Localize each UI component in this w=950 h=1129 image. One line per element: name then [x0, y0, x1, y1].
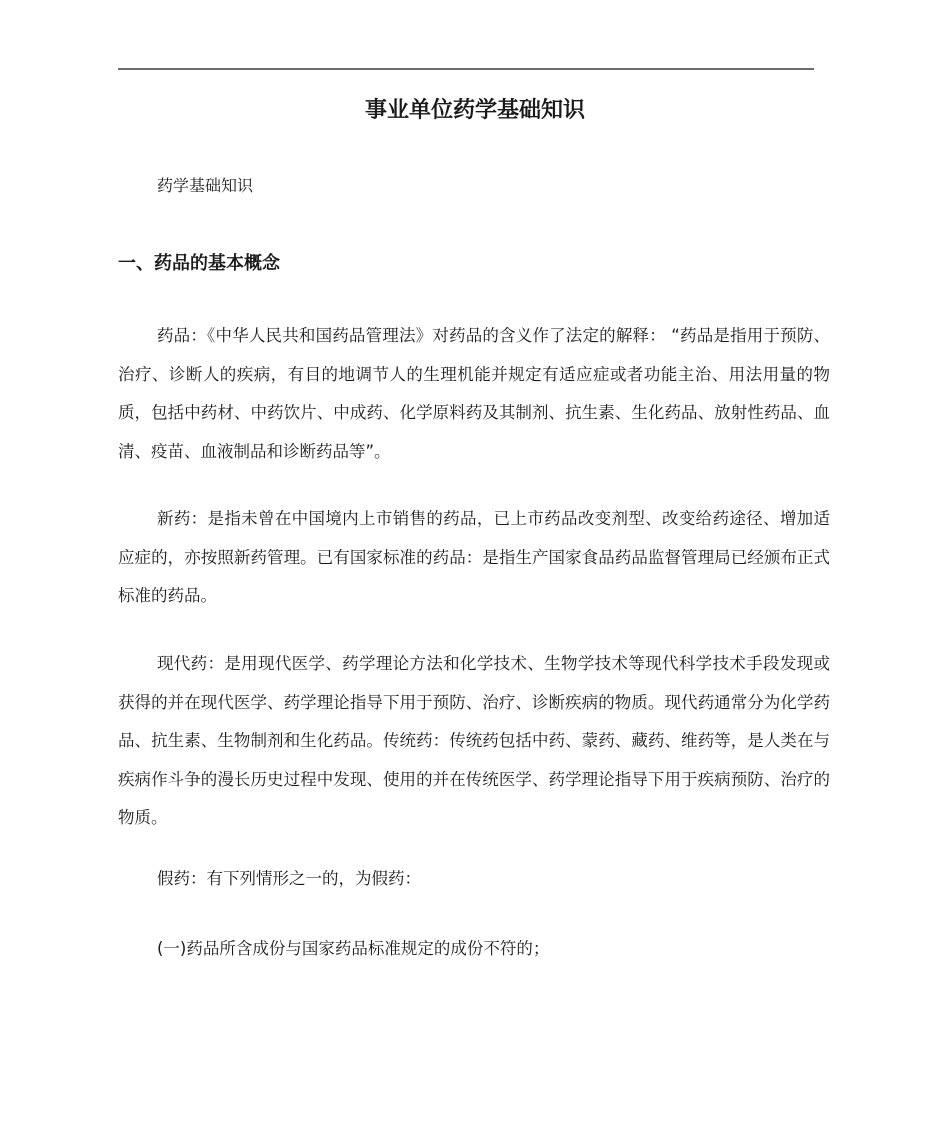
paragraph-counterfeit-drug: 假药：有下列情形之一的，为假药：	[157, 869, 421, 888]
paragraph-counterfeit-item-1: (一)药品所含成份与国家药品标准规定的成份不符的；	[157, 939, 550, 958]
section-heading: 一、药品的基本概念	[118, 253, 280, 274]
document-title: 事业单位药学基础知识	[364, 98, 585, 123]
paragraph-modern-traditional-drug: 现代药：是用现代医学、药学理论方法和化学技术、生物学技术等现代科学技术手段发现或获得的并在现代医学、药学理论指导下用于预防、治疗、诊断疾病的物质。现代药通常分为化学药品、抗生素、生物制剂和生化药品。传统药：传统药包括中药、蒙药、藏药、维药等，是人类在与疾病作斗争的漫长历史过程中发现、使用的并在传统医学、药学理论指导下用于疾病预防、治疗的物质。	[118, 654, 830, 827]
paragraph-new-drug: 新药：是指未曾在中国境内上市销售的药品，已上市药品改变剂型、改变给药途径、增加适应症的，亦按照新药管理。已有国家标准的药品：是指生产国家食品药品监督管理局已经颁布正式标准的药品。	[118, 509, 830, 605]
paragraph-drug-definition: 药品：《中华人民共和国药品管理法》对药品的含义作了法定的解释： “药品是指用于预防、治疗、诊断人的疾病，有目的地调节人的生理机能并规定有适应症或者功能主治、用法用量的物质，包括中药材、中药饮片、中成药、化学原料药及其制剂、抗生素、生化药品、放射性药品、血清、疫苗、血液制品和诊断药品等”。	[118, 326, 830, 461]
document-subtitle: 药学基础知识	[157, 176, 254, 195]
header-rule	[118, 68, 814, 70]
